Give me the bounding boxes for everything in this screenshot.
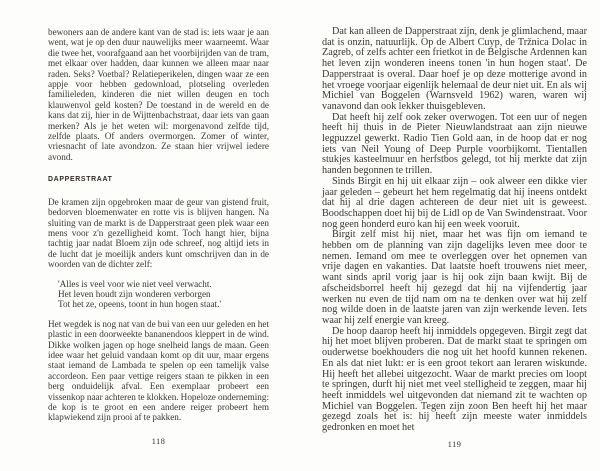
poem-quote-line-3: Tot het ze, opeens, toont in hun hogen staat.' <box>58 299 222 310</box>
left-page-paragraph-after-heading: De kramen zijn opgebroken maar de geur van gistend fruit, bedorven bloemenwater en rotte vis is blijven hangen. Na sluiting van de markt is de Dapperstraat geen plek waar een mens voor z'n gezelligheid komt. Toch hangt hier, bijna tachtig jaar nadat Bloem zijn ode schreef, nog altijd iets in de lucht dat je moeilijk anders kunt omschrijven dan in de woorden van de dichter zelf: <box>48 196 269 270</box>
right-page <box>322 27 587 434</box>
left-page-paragraph-after-quote: Het wegdek is nog nat van de bui van een uur geleden en het plastic in een doorweekte bananendoos kleppert in de wind. Dikke wolken jagen op hoge snelheid langs de maan. Geen idee waar het geluid vandaan komt op dit uur, maar ergens staat iemand de Lambada te spelen op een tamelijk valse accordeon. Een paar vettige reigers staan te pikken in een berg onduidelijk afval. Een exemplaar probeert een vissenkop naar achteren te klokken. Hopeloze onderneming: de kop is te groot en een andere reiger probeert hem klapwiekend zijn prooi af te pakken. <box>48 318 270 423</box>
left-page-paragraph-continuation: bewoners aan de andere kant van de stad is: iets waar je aan went, wat je op den duur nauwelijks meer waarneemt. Waar die twee het, voorafgaand aan het voorbijrijden van de tram, met elkaar over hadden, daar kunnen we alleen maar naar raden. Seks? Voetbal? Relatieperikelen, dingen waar ze een appje voor hebben gedownload, plotseling overleden familieleden, kinderen die niet willen deugen en toch klauwenvol geld kosten? De toestand in de wereld en de kans dat zij, hier in de Wijttenbachstraat, daar iets van gaan merken? Als je het weten wil: morgenavond zelfde tijd, zelfde plaats. Of anders overmorgen. Zomer of winter, vriesnacht of late avondzon. Ze staan hier vrijwel iedere avond. <box>48 27 269 162</box>
page-number-right: 119 <box>447 439 462 449</box>
right-page-paragraph-2: Dat heeft hij zelf ook zeker overwogen. Tot een uur of negen heeft hij thuis in de Pieter Nieuwlandstraat aan zijn nieuwe legpuzzel gewerkt. Radio Tien Gold aan, in de hoop dat er nog iets van Neil Young of Deep Purple voorbijkomt. Tientallen stukjes kasteelmuur en herfstbos gelegd, tot hij merkte dat zijn handen begonnen te trillen. <box>322 111 587 177</box>
right-page-paragraph-1: Dat kan alleen de Dapperstraat zijn, denk je glimlachend, maar dat is onzin, natuurlijk. Op de Albert Cuyp, de Tržnica Dolac in Zagreb, of zelfs achter een frietkot in de Belgische Ardennen kan het leven zijn wonderen ineens tonen 'in hun hogen staat'. De Dapperstraat is overal. Daar hoef je op deze motterige avond in het vroege voorjaar eigenlijk helemaal de deur niet uit. En als wij Michiel van Boggelen (Warnsveld 1962) waren, waren wij vanavond dan ook lekker thuisgebleven. <box>322 26 587 112</box>
right-page-paragraph-3: Sinds Birgit en hij uit elkaar zijn – ook alweer een dikke vier jaar geleden – gebeurt het hem regelmatig dat hij ineens ontdekt dat hij al drie dagen achtereen de deur niet uit is geweest. Boodschappen doet hij bij de Lidl op de Van Swindenstraat. Voor nog geen honderd euro kan hij een week vooruit. <box>322 175 587 230</box>
right-page-paragraph-5: De hoop daarop heeft hij inmiddels opgegeven. Birgit zegt dat hij het moet blijven proberen. Dat de markt staat te springen om ouderwetse boekhouders die nog uit het hoofd kunnen rekenen. En als dat niet lukt: er is een groot tekort aan leraren wiskunde. Hij heeft het allebei uitgezocht. Waar de markt precies om loopt te springen, durft hij niet met veel stelligheid te zeggen, maar hij heeft inmiddels wel uitgevonden dat niemand zit te wachten op Michiel van Boggelen. Tegen zijn zoon Ben heeft hij het maar gezegd zoals het is: hij heeft zijn meeste water inmiddels gedronken en moet het <box>322 325 587 434</box>
page-number-left: 118 <box>151 436 166 446</box>
chapter-heading-dapperstraat: DAPPERSTRAAT <box>48 176 113 184</box>
right-page-paragraph-4: Birgit zelf mist hij niet, maar het was fijn om iemand te hebben om de planning van zijn dagelijks leven mee door te nemen. Iemand om mee te overleggen over het opnemen van vrije dagen en vakanties. Dat laatste hoeft trouwens niet meer, want sinds april vorig jaar is hij ook zijn baan kwijt. Bij de afscheidsborrel heeft hij gezegd dat hij na vijfendertig jaar werken nu even de tijd nam om na te denken over wat hij zelf nog wilde doen in de laatste jaren van zijn werkende leven. Iets waar hij zelf energie van kreeg. <box>322 229 587 326</box>
poem-quote-line-2: Het leven houdt zijn wonderen verborgen <box>58 288 211 299</box>
left-page <box>48 27 269 423</box>
poem-quote-block <box>48 279 269 310</box>
poem-quote-line-1: 'Alles is veel voor wie niet veel verwacht. <box>58 278 212 289</box>
